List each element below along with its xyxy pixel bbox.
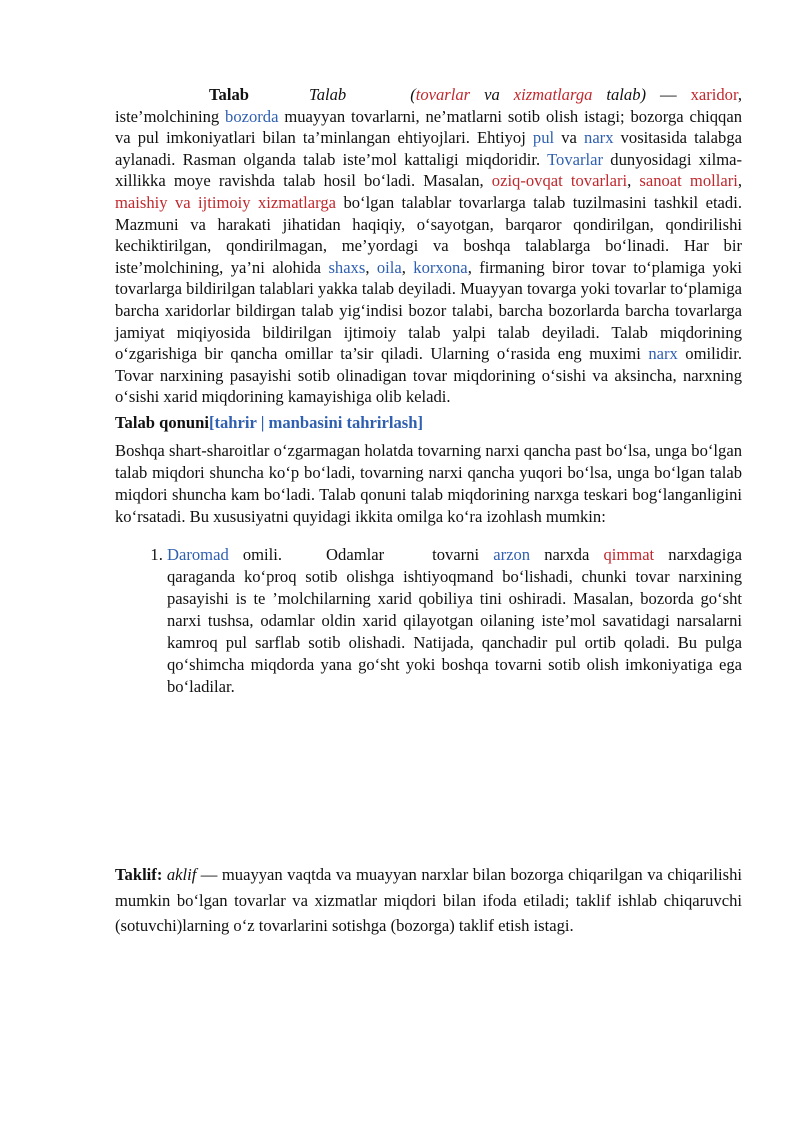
link-xaridor[interactable]: xaridor: [690, 85, 738, 104]
link-maishiy-xizmatlar[interactable]: maishiy va ijtimoiy xizmatlarga: [115, 192, 337, 212]
edit-source-link[interactable]: manbasini tahrirlash: [268, 412, 418, 432]
talab-parenthetical: (tovarlar va xizmatlarga talab): [410, 85, 647, 104]
link-arzon[interactable]: arzon: [493, 544, 531, 564]
section-title: Talab qonuni: [115, 412, 209, 432]
section-heading-talab-qonuni: Talab qonuni[tahrir | manbasini tahrirlash]: [115, 412, 423, 432]
link-bozorda[interactable]: bozorda: [225, 106, 279, 126]
talab-heading: Talab: [209, 85, 249, 104]
link-narx[interactable]: narx: [584, 128, 614, 148]
taklif-italic-term: aklif: [162, 865, 197, 884]
taklif-paragraph: Taklif: aklif — muayyan vaqtda va muayyan narxlar bilan bozorga chiqarilgan va chiqarilishi mumkin bo‘lgan tovarlar va xizmatlar miqdori bilan ifoda etiladi; taklif ishlab chiqaruvchi (sotuvchi)larning o‘z tovarlarini sotishga (bozorga) taklif etish istagi.: [115, 865, 742, 935]
talab-italic-term: Talab: [308, 85, 347, 104]
link-pul[interactable]: pul: [532, 128, 555, 148]
link-shaxs[interactable]: shaxs: [328, 257, 366, 277]
link-xizmatlarga[interactable]: xizmatlarga: [513, 85, 593, 104]
omillar-list: [115, 544, 742, 698]
link-tovarlar[interactable]: tovarlar: [415, 85, 471, 104]
link-qimmat[interactable]: qimmat: [603, 544, 655, 564]
talab-qonuni-paragraph: Boshqa shart-sharoitlar o‘zgarmagan holatda tovarning narxi qancha past bo‘lsa, unga bo‘lgan talab miqdori shuncha ko‘p bo‘ladi, tovarning narxi qancha yuqori bo‘lsa, unga bo‘lgan talab miqdori shuncha kam bo‘ladi. Talab qonuni talab miqdorining narxga teskari bog‘langanligini ko‘rsatadi. Bu xususiyatni quyidagi ikkita omilga ko‘ra izohlash mumkin:: [115, 440, 742, 526]
link-korxona[interactable]: korxona: [413, 257, 468, 277]
list-item: 1. Daromad omili. Odamlar tovarni arzon narxda qimmat narxdagiga qaraganda ko‘proq sotib olishga ishtiyoqmand bo‘lishadi, chunki tovar narxining pasayishi is te ’molchilarning xarid qobiliya tini oshiradi. Masalan, bozorda go‘sht narxi tushsa, odamlar oldin xarid qilayotgan oilaning iste’mol savatidagi narsalarni kamroq pul sarflab sotib olishadi. Natijada, qanchadir pul ortib qoladi. Bu pulga qo‘shimcha miqdorda yana go‘sht yoki boshqa tovarni sotib olish imkoniyatiga ega bo‘ladilar.: [167, 544, 742, 698]
link-oila[interactable]: oila: [376, 257, 402, 277]
link-tovarlar-2[interactable]: Tovarlar: [547, 149, 604, 169]
article-body: [115, 84, 742, 698]
link-daromad[interactable]: Daromad: [167, 544, 229, 564]
link-sanoat-mollari[interactable]: sanoat mollari: [639, 171, 738, 191]
link-oziq-ovqat[interactable]: oziq-ovqat tovarlari: [491, 171, 628, 191]
edit-link[interactable]: tahrir: [214, 412, 257, 432]
link-narx-2[interactable]: narx: [648, 344, 678, 364]
talab-paragraph: Talab Talab (tovarlar va xizmatlarga talab) — xaridor, iste’molchining bozorda muayyan tovarlarni, ne’matlarni sotib olish istagi; bozorga chiqqan va pul imkoniyatlari bilan ta’minlangan ehtiyojlari. Ehtiyoj pul va narx vositasida talabga aylanadi. Rasman olganda talab iste’mol kattaligi miqdoridir. Tovarlar dunyosidagi xilma-xillikka moye ravishda talab hosil bo‘ladi. Masalan, oziq-ovqat tovarlari, sanoat mollari, maishiy va ijtimoiy xizmatlarga bo‘lgan talablar tovarlarga talab tuzilmasini tashkil etadi. Mazmuni va harakati jihatidan haqiqiy, o‘sayotgan, barqaror qondirilgan, qondirilishi kechiktirilgan, qondirilmagan, me’yordagi va boshqa talablarga bo‘linadi. Har bir iste’molchining, ya’ni alohida shaxs, oila, korxona, firmaning biror tovar to‘plamiga yoki tovarlarga bildirilgan talablari yakka talab deyiladi. Muayyan tovarga yoki tovarlar to‘plamiga barcha xaridorlar bildirgan talab yig‘indisi bozor talabi, barcha bozorlarda barcha tovarlarga jamiyat miqiyosida bildirilgan ijtimoiy talab yalpi talab deyiladi. Talab miqdorining o‘zgarishiga bir qancha omillar ta’sir qiladi. Ularning o‘rasida eng muximi narx omilidir. Tovar narxining pasayishi sotib olinadigan tovar miqdorining o‘sishi va aksincha, narxning o‘sishi xarid miqdorining kamayishiga olib keladi.: [115, 85, 743, 407]
taklif-heading: Taklif:: [115, 865, 163, 884]
